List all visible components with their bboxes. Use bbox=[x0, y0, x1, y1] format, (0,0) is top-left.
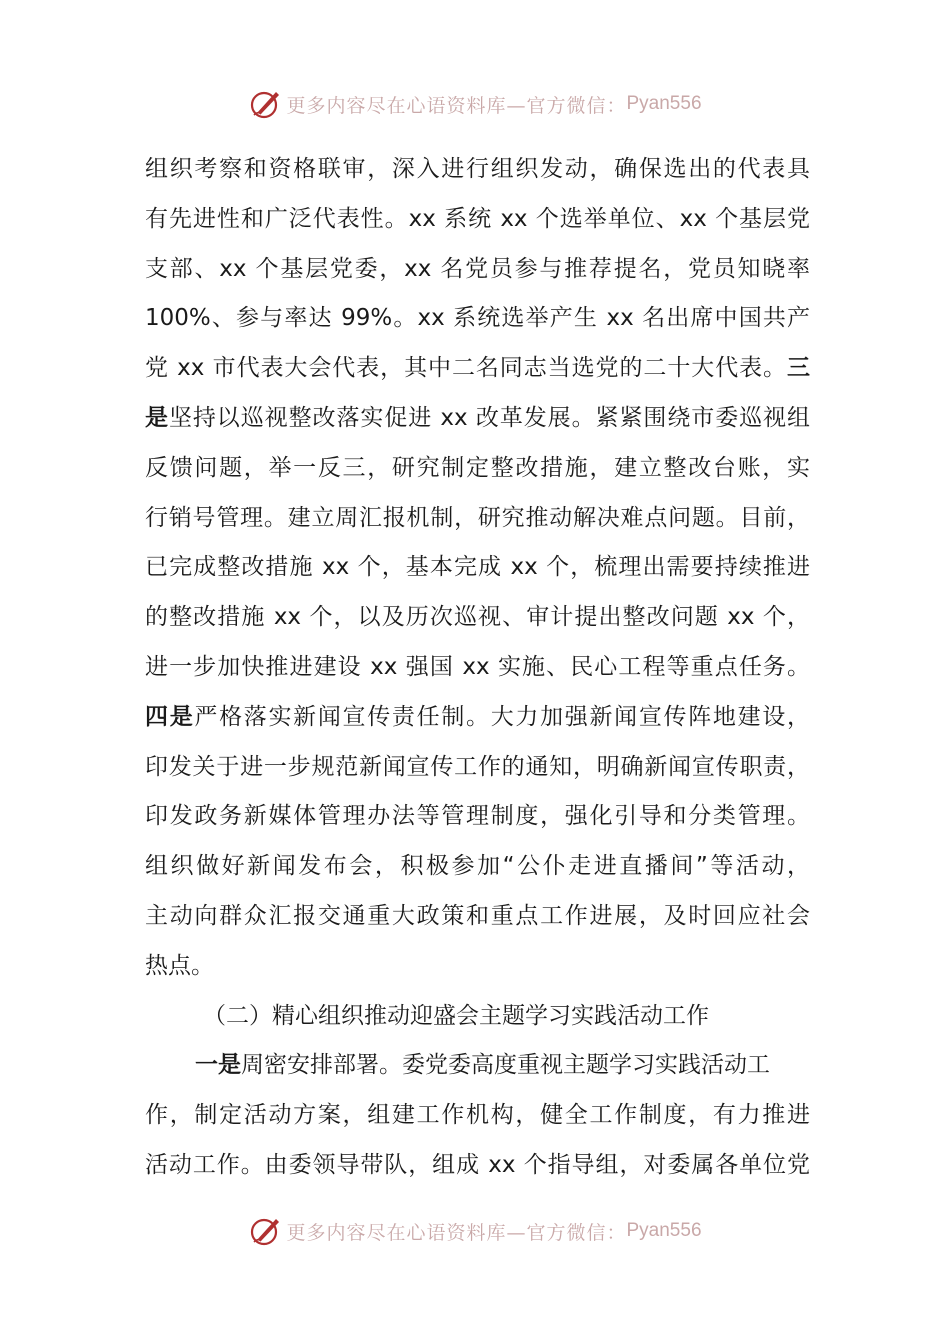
text-line: 有先进性和广泛代表性。xx 系统 xx 个选举单位、xx 个基层党 bbox=[145, 205, 810, 232]
text-line bbox=[145, 394, 810, 444]
watermark-banner-top bbox=[0, 84, 950, 124]
text-span: 严格落实新闻宣传责任制。大力加强新闻宣传阵地建设， bbox=[194, 703, 811, 730]
watermark-text: 更多内容尽在心语资料库—官方微信： bbox=[286, 94, 627, 117]
text-line: 主动向群众汇报交通重大政策和重点工作进展，及时回应社会 bbox=[145, 902, 810, 929]
text-line: 的整改措施 xx 个，以及历次巡视、审计提出整改问题 xx 个， bbox=[145, 604, 810, 631]
text-line bbox=[145, 344, 810, 394]
bold-lead: 三 bbox=[787, 355, 810, 382]
text-line bbox=[145, 1041, 810, 1091]
document-body bbox=[145, 145, 810, 1191]
section-heading: （二）精心组织推动迎盛会主题学习实践活动工作 bbox=[203, 1002, 709, 1029]
quill-pen-icon bbox=[248, 87, 282, 121]
text-line: 热点。 bbox=[145, 952, 214, 979]
text-line: 印发关于进一步规范新闻宣传工作的通知，明确新闻宣传职责， bbox=[145, 753, 810, 780]
quill-pen-icon bbox=[248, 1214, 282, 1248]
text-line: 组织做好新闻发布会，积极参加“公仆走进直播间”等活动， bbox=[145, 853, 810, 880]
wechat-id: Pyan556 bbox=[626, 1220, 702, 1241]
text-line: 印发政务新媒体管理办法等管理制度，强化引导和分类管理。 bbox=[145, 803, 810, 830]
text-line: 行销号管理。建立周汇报机制，研究推动解决难点问题。目前， bbox=[145, 504, 810, 531]
wechat-id: Pyan556 bbox=[626, 93, 702, 114]
text-line: 活动工作。由委领导带队，组成 xx 个指导组，对委属各单位党 bbox=[145, 1151, 810, 1178]
text-line: 100%、参与率达 99%。xx 系统选举产生 xx 名出席中国共产 bbox=[145, 305, 810, 332]
text-line: 进一步加快推进建设 xx 强国 xx 实施、民心工程等重点任务。 bbox=[145, 653, 810, 680]
bold-lead: 四是 bbox=[145, 703, 195, 730]
text-line: 支部、xx 个基层党委，xx 名党员参与推荐提名，党员知晓率 bbox=[145, 255, 810, 282]
text-span: 党 xx 市代表大会代表，其中二名同志当选党的二十大代表。 bbox=[145, 355, 787, 382]
text-line: 已完成整改措施 xx 个，基本完成 xx 个，梳理出需要持续推进 bbox=[145, 554, 810, 581]
text-line: 组织考察和资格联审，深入进行组织发动，确保选出的代表具 bbox=[145, 156, 810, 182]
text-line bbox=[145, 693, 810, 743]
text-line: 作，制定活动方案，组建工作机构，健全工作制度，有力推进 bbox=[145, 1102, 810, 1129]
watermark-text: 更多内容尽在心语资料库—官方微信： bbox=[286, 1221, 627, 1244]
text-span: 坚持以巡视整改落实促进 xx 改革发展。紧紧围绕市委巡视组 bbox=[168, 404, 810, 431]
watermark-banner-bottom bbox=[0, 1211, 950, 1251]
text-span: 周密安排部署。委党委高度重视主题学习实践活动工 bbox=[241, 1052, 770, 1079]
text-line: 反馈问题，举一反三，研究制定整改措施，建立整改台账，实 bbox=[145, 454, 810, 481]
bold-lead: 是 bbox=[145, 404, 169, 431]
bold-lead: 一是 bbox=[195, 1052, 241, 1079]
